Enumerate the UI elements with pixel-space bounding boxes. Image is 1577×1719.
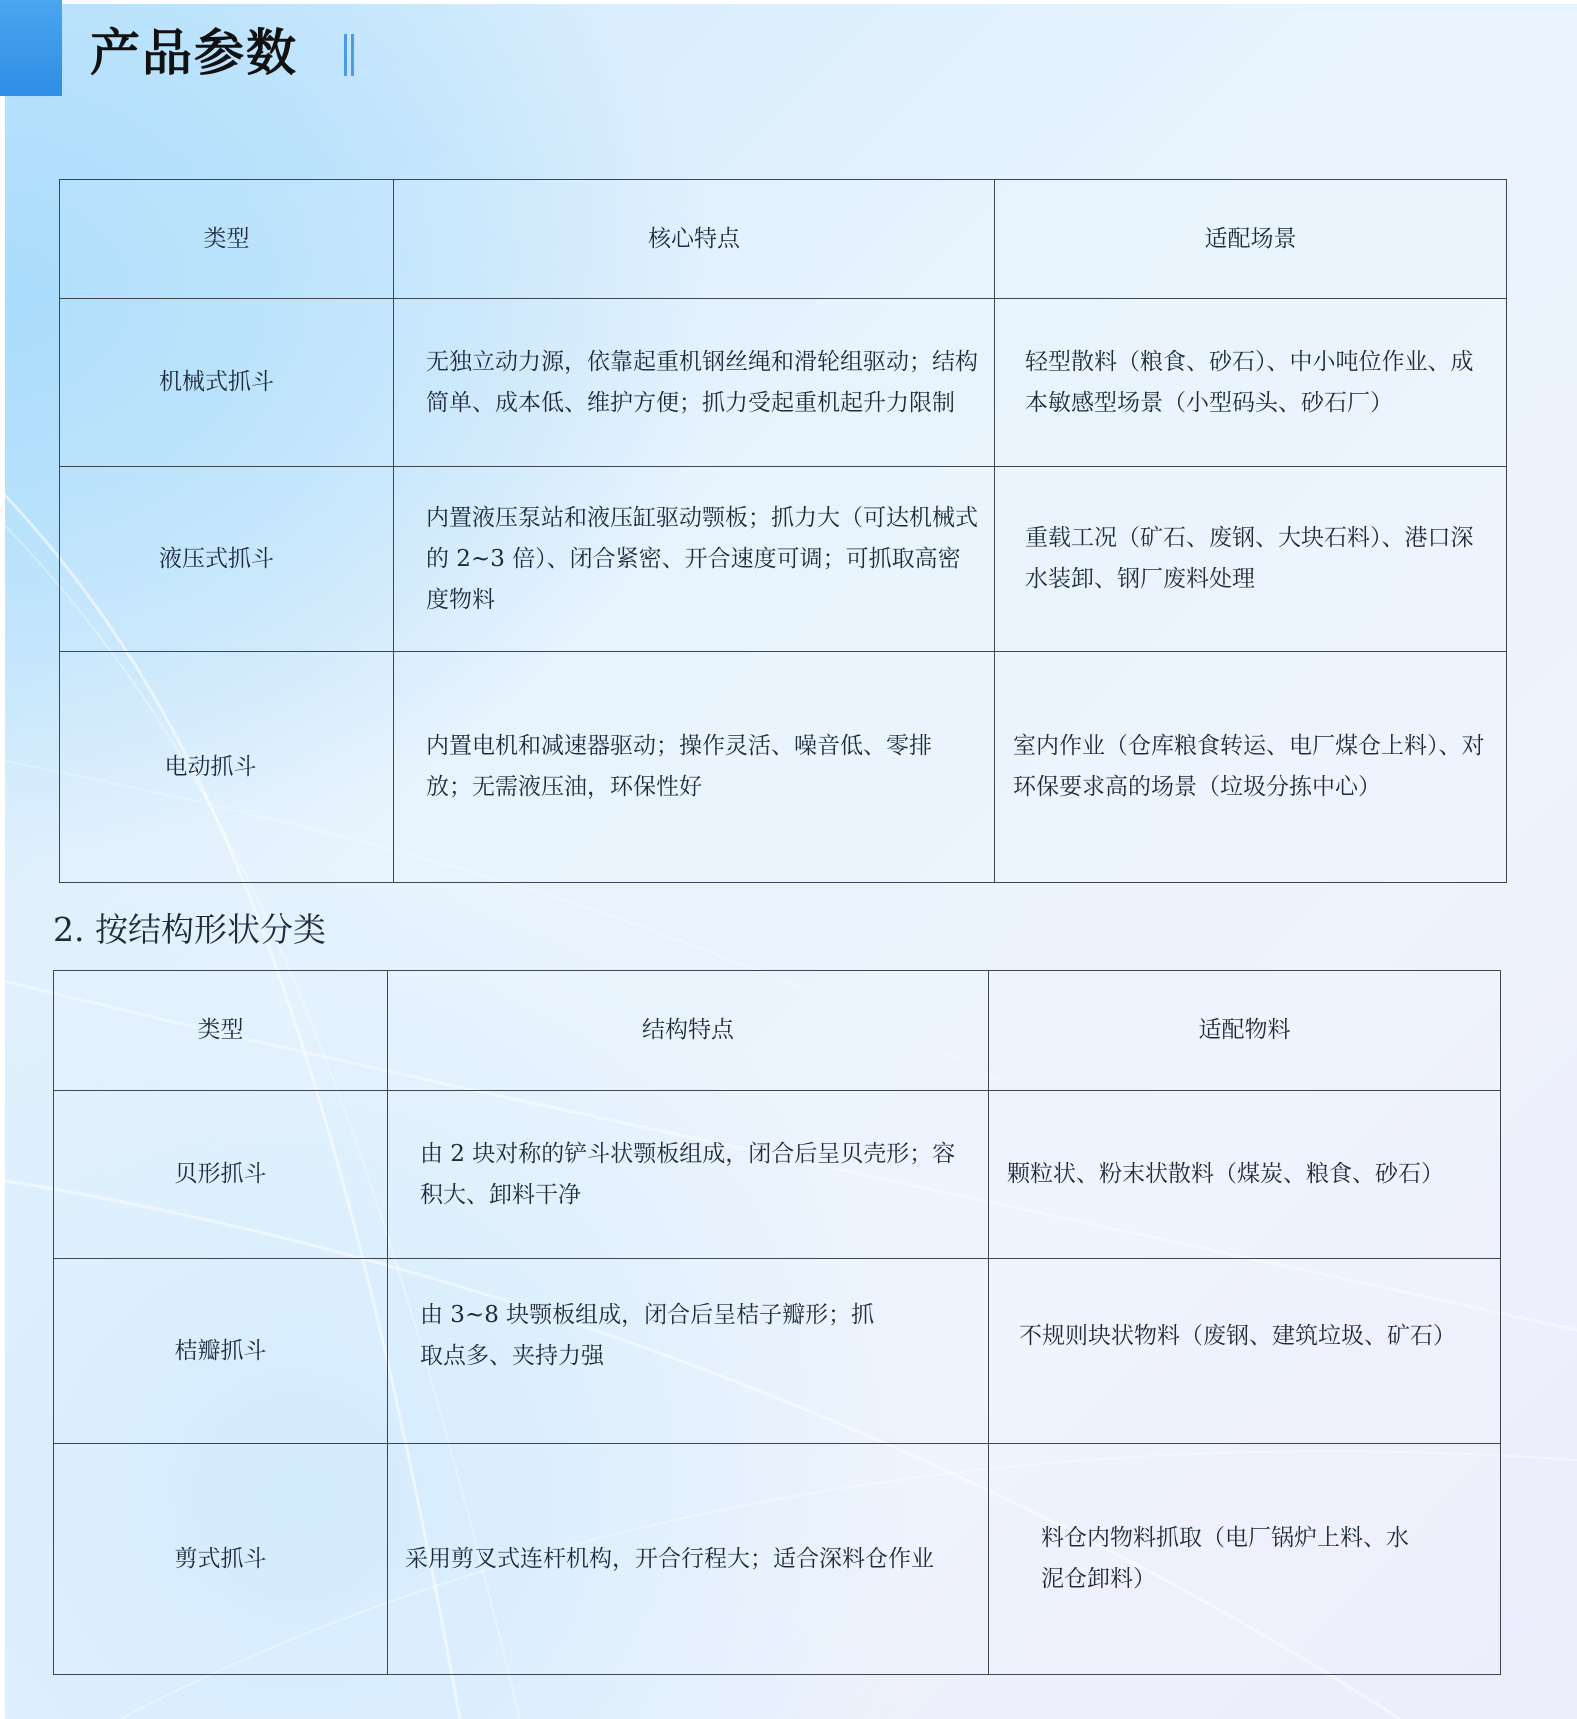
header-cell-type: 类型	[54, 971, 388, 1091]
scenario-cell: 轻型散料（粮食、砂石）、中小吨位作业、成本敏感型场景（小型码头、砂石厂）	[995, 299, 1507, 467]
title-bar-decoration	[344, 34, 356, 76]
features-cell: 由 2 块对称的铲斗状颚板组成，闭合后呈贝壳形；容积大、卸料干净	[388, 1091, 989, 1259]
table-header-row	[60, 180, 1507, 299]
features-cell: 由 3~8 块颚板组成，闭合后呈桔子瓣形；抓取点多、夹持力强	[388, 1259, 989, 1444]
table-row	[54, 1259, 1501, 1444]
type-cell: 桔瓣抓斗	[54, 1259, 388, 1444]
header-accent-block	[0, 0, 62, 96]
section-heading-shape: 2. 按结构形状分类	[53, 910, 326, 949]
title-bar-line	[344, 34, 347, 76]
table-row	[60, 652, 1507, 883]
table-row	[60, 467, 1507, 652]
page-title: 产品参数	[90, 24, 298, 82]
header-cell-type: 类型	[60, 180, 394, 299]
page-top-edge	[60, 0, 1577, 4]
features-cell: 内置电机和减速器驱动；操作灵活、噪音低、零排放；无需液压油，环保性好	[394, 652, 995, 883]
type-cell: 液压式抓斗	[60, 467, 394, 652]
scenario-cell: 重载工况（矿石、废钢、大块石料）、港口深水装卸、钢厂废料处理	[995, 467, 1507, 652]
header-cell-features: 结构特点	[388, 971, 989, 1091]
type-cell: 机械式抓斗	[60, 299, 394, 467]
material-cell: 料仓内物料抓取（电厂锅炉上料、水泥仓卸料）	[989, 1444, 1501, 1675]
type-cell: 贝形抓斗	[54, 1091, 388, 1259]
header-cell-scenario: 适配场景	[995, 180, 1507, 299]
table-row	[54, 1091, 1501, 1259]
header-cell-material: 适配物料	[989, 971, 1501, 1091]
drive-type-table	[59, 179, 1507, 883]
table-header-row	[54, 971, 1501, 1091]
type-cell: 电动抓斗	[60, 652, 394, 883]
structure-shape-table	[53, 970, 1501, 1675]
material-cell: 不规则块状物料（废钢、建筑垃圾、矿石）	[989, 1259, 1501, 1444]
title-bar-line	[351, 34, 354, 76]
type-cell: 剪式抓斗	[54, 1444, 388, 1675]
table-row	[54, 1444, 1501, 1675]
page-left-edge	[0, 0, 5, 1719]
header-cell-features: 核心特点	[394, 180, 995, 299]
features-cell: 无独立动力源，依靠起重机钢丝绳和滑轮组驱动；结构简单、成本低、维护方便；抓力受起重机起升力限制	[394, 299, 995, 467]
features-cell: 采用剪叉式连杆机构，开合行程大；适合深料仓作业	[388, 1444, 989, 1675]
material-cell: 颗粒状、粉末状散料（煤炭、粮食、砂石）	[989, 1091, 1501, 1259]
scenario-cell: 室内作业（仓库粮食转运、电厂煤仓上料）、对环保要求高的场景（垃圾分拣中心）	[995, 652, 1507, 883]
features-cell: 内置液压泵站和液压缸驱动颚板；抓力大（可达机械式的 2~3 倍）、闭合紧密、开合速度可调；可抓取高密度物料	[394, 467, 995, 652]
table-row	[60, 299, 1507, 467]
